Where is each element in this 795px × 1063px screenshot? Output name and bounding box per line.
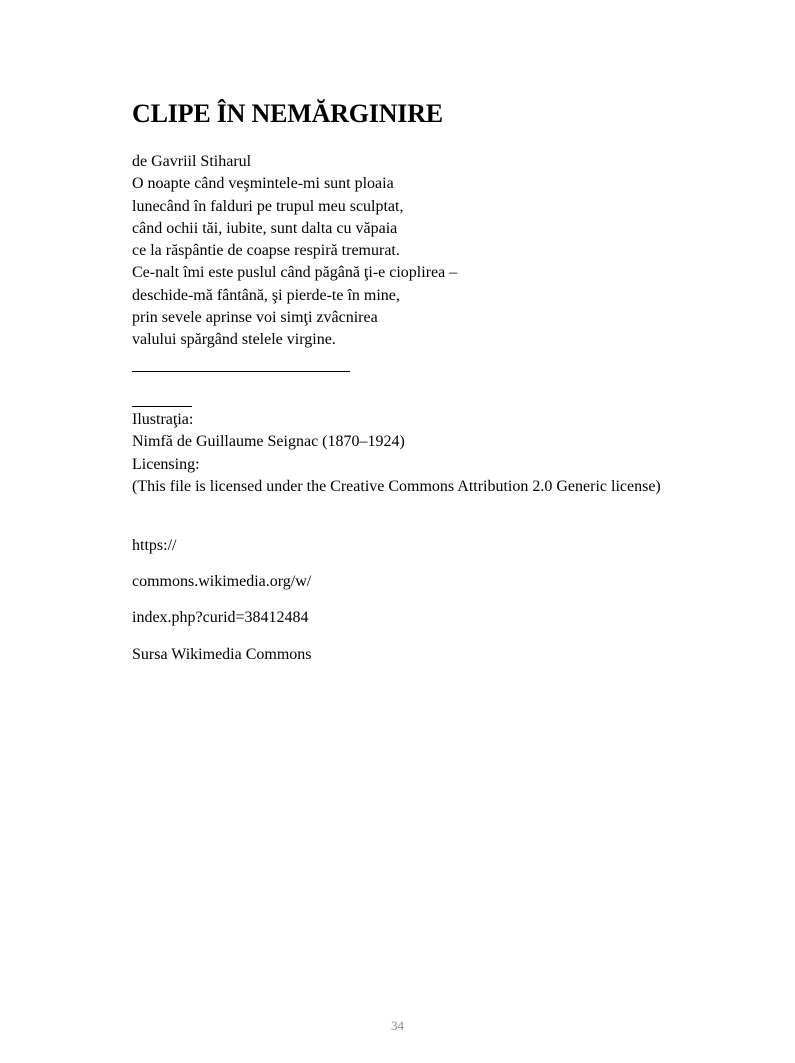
poem-line: prin sevele aprinse voi simţi zvâcnirea [132, 309, 378, 327]
illustration-notes [132, 409, 405, 476]
poem-body [132, 151, 457, 352]
licensing-label: Licensing: [132, 455, 200, 473]
section-divider [132, 371, 350, 372]
source-url-part: https:// [132, 537, 177, 554]
poem-author-line: de Gavriil Stiharul [132, 153, 252, 170]
poem-line: O noapte când veşmintele-mi sunt ploaia [132, 175, 394, 193]
poem-line: deschide-mă fântână, şi pierde-te în mine, [132, 286, 400, 304]
poem-line: valului spărgând stelele virgine. [132, 331, 336, 349]
poem-line: ce la răspântie de coapse respiră tremurat. [132, 242, 400, 260]
illustration-credit: Nimfă de Guillaume Seignac (1870–1924) [132, 433, 405, 451]
illustration-label: Ilustraţia: [132, 411, 194, 428]
poem-title: CLIPE ÎN NEMĂRGINIRE [132, 99, 443, 128]
license-text: (This file is licensed under the Creative Commons Attribution 2.0 Generic license) [132, 478, 661, 495]
source-url-part: index.php?curid=38412484 [132, 609, 309, 626]
source-url-part: commons.wikimedia.org/w/ [132, 573, 312, 590]
poem-line: lunecând în falduri pe trupul meu sculptat, [132, 197, 404, 215]
poem-line: când ochii tăi, iubite, sunt dalta cu văpaia [132, 219, 398, 237]
poem-line: Ce-nalt îmi este puslul când păgână ţi-e cioplirea – [132, 264, 458, 282]
source-attribution: Sursa Wikimedia Commons [132, 646, 312, 663]
footnote-divider [132, 406, 192, 407]
page-number: 34 [391, 1018, 404, 1033]
